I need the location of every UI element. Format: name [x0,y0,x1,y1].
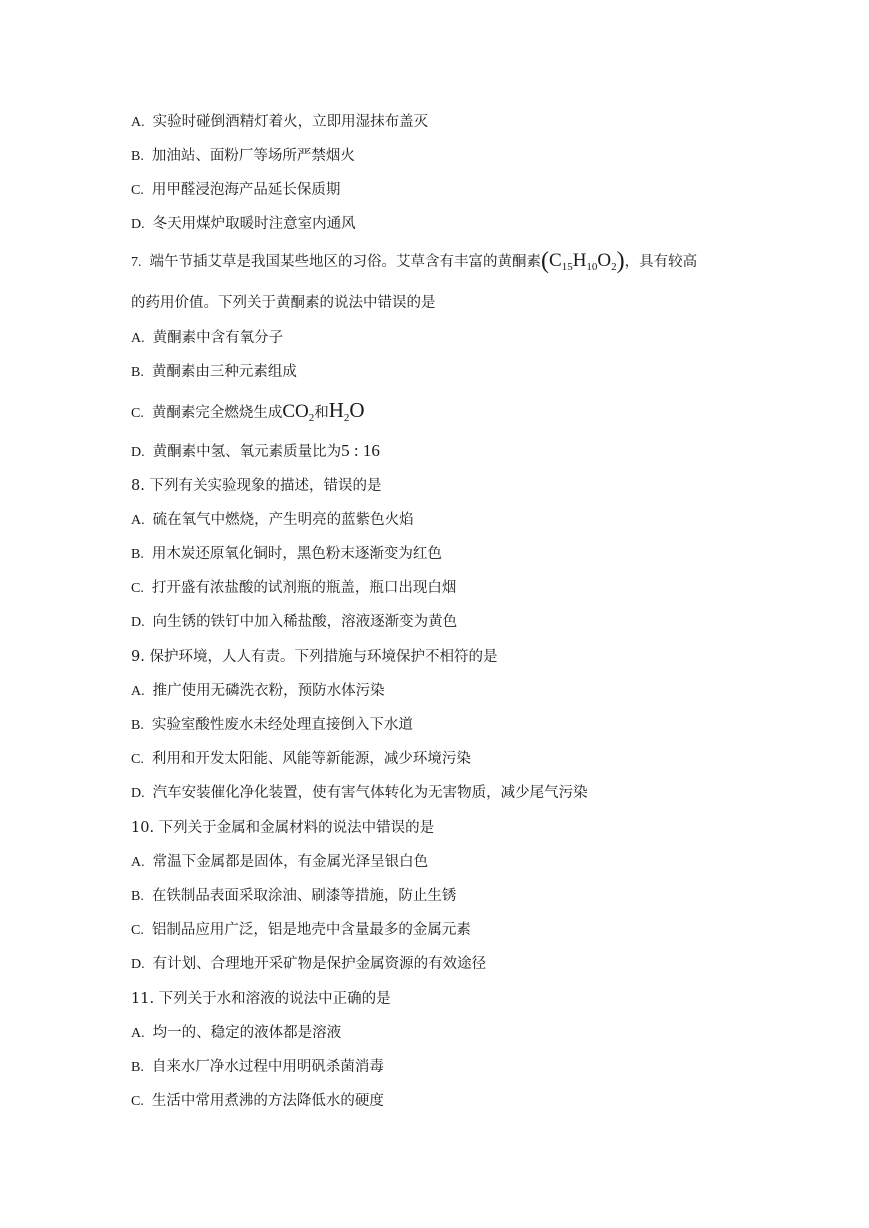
h2o-formula: $H_2O$ [328,398,365,424]
q9-option-d [131,783,588,804]
option-label: B. [131,718,144,733]
option-label: B. [131,365,144,380]
option-text: 硫在氧气中燃烧，产生明亮的蓝紫色火焰 [152,512,414,528]
option-text: 常温下金属都是固体，有金属光泽呈银白色 [152,854,429,870]
q11-stem: 11. 下列关于水和溶液的说法中正确的是 [131,991,391,1007]
q8-option-c [131,578,456,599]
option-text: 黄酮素中氢、氧元素质量比为 [152,444,342,460]
option-text: 实验时碰倒酒精灯着火，立即用湿抹布盖灭 [152,114,429,130]
option-text: 用木炭还原氧化铜时，黑色粉末逐渐变为红色 [151,546,442,562]
q10-option-a [131,852,428,873]
q8-option-d [131,612,457,633]
q11-option-a [131,1023,341,1044]
option-text: 在铁制品表面采取涂油、刷漆等措施，防止生锈 [151,888,457,904]
q9-stem: 9. 保护环境，人人有责。下列措施与环境保护不相符的是 [131,649,498,665]
option-text: 利用和开发太阳能、风能等新能源，减少环境污染 [151,751,471,767]
option-text: 加油站、面粉厂等场所严禁烟火 [151,148,355,164]
option-label: A. [131,1026,145,1041]
q11-option-c [131,1091,384,1112]
option-label: C. [131,406,144,421]
option-label: A. [131,115,145,130]
question-text-tail: ，具有较高 [624,254,698,270]
option-label: C. [131,923,144,938]
option-label: B. [131,547,144,562]
mass-ratio: 5 : 16 [341,441,380,460]
q11-option-b [131,1057,384,1078]
q7-stem-line2 [131,293,436,313]
q6-option-b [131,146,355,167]
option-label: D. [131,445,145,460]
option-label: D. [131,615,145,630]
open-paren: ( [541,248,549,274]
option-text: 打开盛有浓盐酸的试剂瓶的瓶盖，瓶口出现白烟 [151,580,457,596]
q9-option-b [131,715,413,736]
q8-option-b [131,544,442,565]
option-text: 黄酮素由三种元素组成 [151,364,297,380]
option-text: 有计划、合理地开采矿物是保护金属资源的有效途径 [152,956,487,972]
option-label: C. [131,752,144,767]
option-label: A. [131,513,145,528]
q10-option-b [131,886,456,907]
q10-option-d [131,954,486,975]
option-label: A. [131,331,145,346]
option-label: D. [131,957,145,972]
question-number: 7. [131,255,142,270]
q7-option-b [131,362,297,383]
option-text: 黄酮素中含有氧分子 [152,330,284,346]
option-text: 生活中常用煮沸的方法降低水的硬度 [151,1093,384,1109]
q8-stem: 8. 下列有关实验现象的描述，错误的是 [131,478,382,494]
option-label: D. [131,217,145,232]
q10-stem: 10. 下列关于金属和金属材料的说法中错误的是 [131,820,435,836]
option-label: B. [131,1060,144,1075]
q7-option-c [131,400,365,428]
q9-option-c [131,749,471,770]
question-text: 的药用价值。下列关于黄酮素的说法中错误的是 [131,295,436,311]
q7-stem-line1 [131,248,698,277]
option-text: 汽车安装催化净化装置，使有害气体转化为无害物质，减少尾气污染 [152,785,588,801]
option-label: B. [131,149,144,164]
q10-option-c [131,920,471,941]
option-text: 自来水厂净水过程中用明矾杀菌消毒 [151,1059,384,1075]
question-text: 端午节插艾草是我国某些地区的习俗。艾草含有丰富的黄酮素 [149,254,541,270]
option-text: 实验室酸性废水未经处理直接倒入下水道 [151,717,413,733]
co2-formula: $CO_2$ [282,401,315,424]
q7-option-d [131,441,380,463]
and-word: 和 [314,405,329,421]
option-text: 向生锈的铁钉中加入稀盐酸，溶液逐渐变为黄色 [152,614,458,630]
option-text: 冬天用煤炉取暖时注意室内通风 [152,216,356,232]
option-text: 用甲醛浸泡海产品延长保质期 [151,182,341,198]
option-text: 黄酮素完全燃烧生成 [151,405,283,421]
q6-option-d [131,214,356,235]
option-label: D. [131,786,145,801]
option-label: C. [131,581,144,596]
q9-option-a [131,681,385,702]
option-label: A. [131,684,145,699]
option-label: C. [131,183,144,198]
q8-option-a [131,510,414,531]
option-label: A. [131,855,145,870]
option-text: 推广使用无磷洗衣粉，预防水体污染 [152,683,385,699]
option-label: B. [131,889,144,904]
flavone-formula: $C_{15}H_{10}O_2$ [549,250,617,273]
q6-option-a [131,112,428,133]
close-paren: ) [616,248,625,274]
option-label: C. [131,1094,144,1109]
option-text: 均一的、稳定的液体都是溶液 [152,1025,342,1041]
q7-option-a [131,328,283,349]
option-text: 铝制品应用广泛，铝是地壳中含量最多的金属元素 [151,922,471,938]
q6-option-c [131,180,340,201]
